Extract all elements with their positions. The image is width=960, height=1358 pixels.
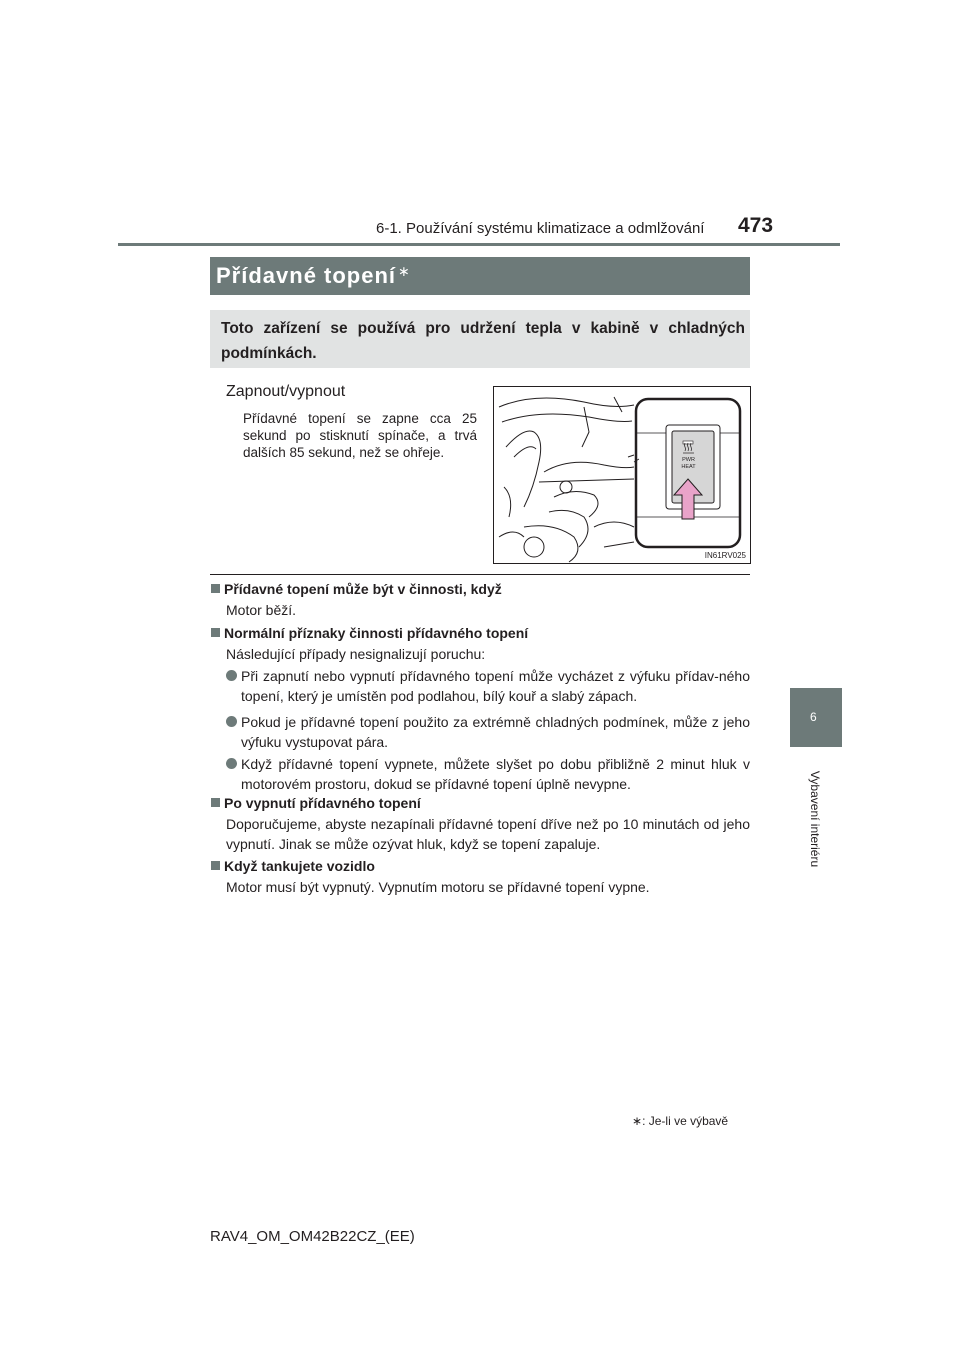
note-text: Doporučujeme, abyste nezapínali přídavné topení dříve než po 10 minutách od jeho vypnutí. Jinak se může ozývat hluk, když se topení zapaluje. (226, 816, 750, 852)
figure-code: IN61RV025 (704, 551, 746, 560)
section-divider (210, 574, 750, 575)
round-bullet-icon (226, 670, 237, 681)
note-heading (211, 795, 421, 811)
header-section-title: 6-1. Používání systému klimatizace a odmlžování (376, 220, 705, 237)
dashboard-figure (493, 386, 751, 564)
note-heading-text: Přídavné topení může být v činnosti, když (224, 581, 502, 597)
footnote-text: : Je-li ve výbavě (642, 1114, 729, 1128)
document-code: RAV4_OM_OM42B22CZ_(EE) (210, 1228, 415, 1245)
square-bullet-icon (211, 628, 220, 637)
note-heading-text: Normální příznaky činnosti přídavného topení (224, 625, 529, 641)
bullet-item (226, 754, 750, 794)
note-text: Motor běží. (226, 602, 297, 618)
note-heading (211, 858, 375, 874)
bullet-item (226, 712, 750, 752)
note-text: Následující případy nesignalizují poruchu: (226, 646, 486, 662)
footnote-asterisk: ∗ (632, 1114, 643, 1128)
chapter-number: 6 (810, 710, 817, 724)
title-asterisk: ∗ (398, 263, 411, 279)
switch-label-pwr: PWR (682, 457, 695, 463)
page-title-text: Přídavné topení (216, 263, 397, 288)
note-heading-text: Po vypnutí přídavného topení (224, 795, 421, 811)
dashboard-illustration (494, 387, 750, 563)
note-heading (211, 581, 502, 597)
header-divider (118, 243, 840, 246)
square-bullet-icon (211, 861, 220, 870)
bullet-text: Pokud je přídavné topení použito za extrémně chladných podmínek, může z jeho výfuku vystupovat pára. (241, 714, 750, 750)
switch-description: Přídavné topení se zapne cca 25 sekund po stisknutí spínače, a trvá dalších 85 sekund, než se ohřeje. (243, 411, 477, 460)
note-heading (211, 625, 528, 641)
note-text: Motor musí být vypnutý. Vypnutím motoru se přídavné topení vypne. (226, 879, 650, 895)
switch-label-heat: HEAT (681, 464, 696, 470)
intro-text: Toto zařízení se používá pro udržení tepla v kabině v chladných podmínkách. (221, 320, 745, 362)
note-heading-text: Když tankujete vozidlo (224, 858, 375, 874)
switch-heading: Zapnout/vypnout (226, 383, 346, 400)
bullet-item (226, 666, 750, 706)
bullet-text: Když přídavné topení vypnete, můžete slyšet po dobu přibližně 2 minut hluk v motorovém prostoru, dokud se přídavné topení úplně nevypne. (241, 756, 750, 792)
bullet-text: Při zapnutí nebo vypnutí přídavného topení může vycházet z výfuku přídav-ného topení, který je umístěn pod podlahou, bílý kouř a slabý zápach. (241, 668, 750, 704)
footnote (632, 1114, 728, 1128)
page-number: 473 (738, 214, 774, 237)
page-title (216, 263, 411, 289)
round-bullet-icon (226, 716, 237, 727)
square-bullet-icon (211, 798, 220, 807)
round-bullet-icon (226, 758, 237, 769)
square-bullet-icon (211, 584, 220, 593)
chapter-label: Vybavení interiéru (808, 770, 822, 868)
